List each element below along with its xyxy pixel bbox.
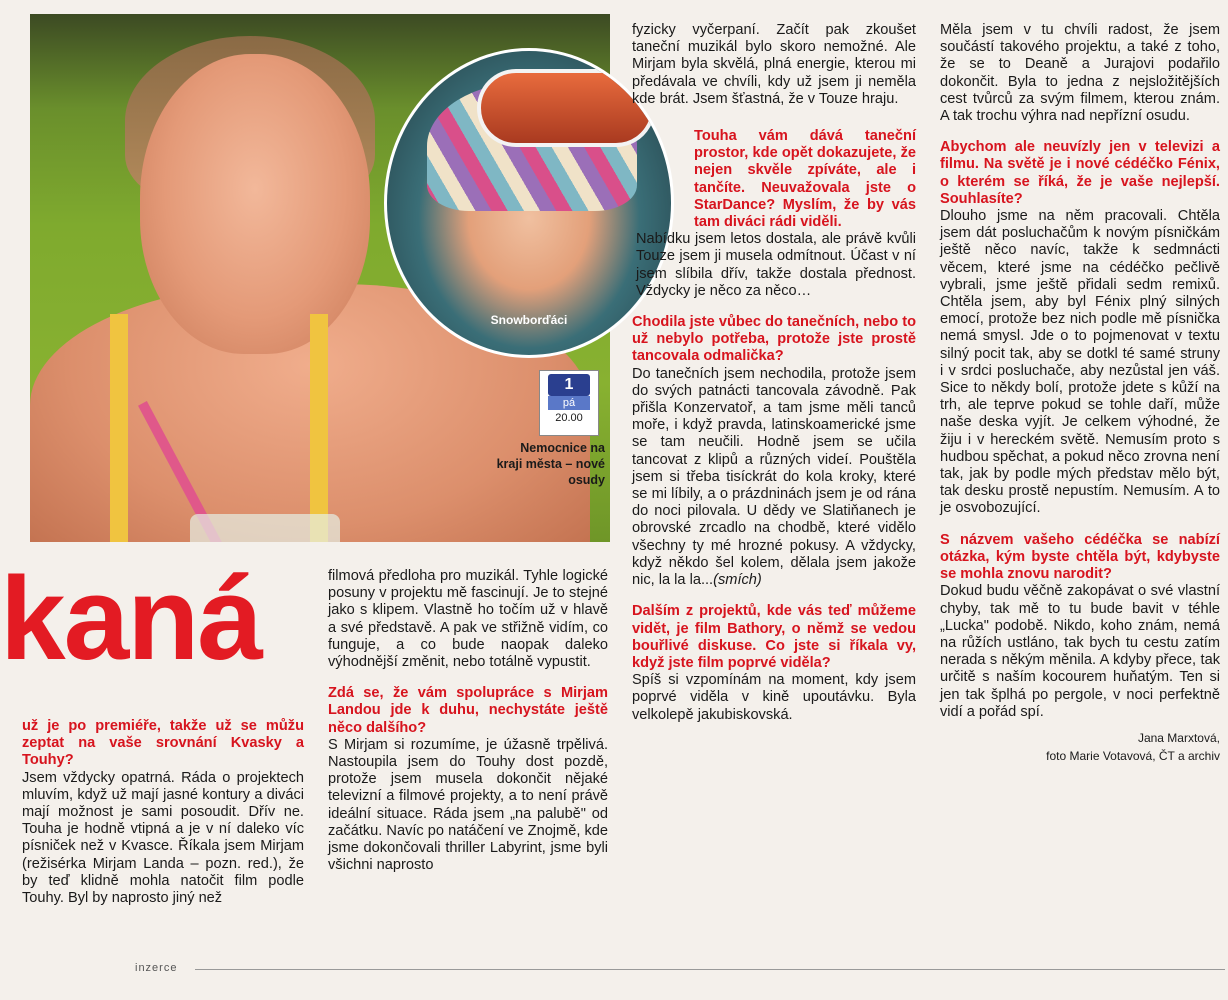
answer: Spíš si vzpomínám na moment, kdy jsem poprvé viděla v kině upoutávku. Byla velkolepě jakubiskovská.	[632, 672, 916, 723]
inset-photo-caption: Snowborďáci	[490, 313, 568, 327]
question: Dalším z projektů, kde vás teď můžeme vidět, je film Bathory, o němž se vedou bouřlivé diskuse. Co jste si říkala vy, když jste film poprvé viděla?	[632, 603, 916, 671]
question: Touha vám dává taneční prostor, kde opět dokazujete, že nejen skvěle zpíváte, ale i tančíte. Neuvažovala jste o StarDance? Myslím, že by vás tam diváci rádi viděli.	[694, 128, 916, 231]
column-2	[328, 568, 608, 874]
answer: fyzicky vyčerpaní. Začít pak zkoušet taneční muzikál bylo skoro nemožné. Ale Mirjam byla skvělá, plná energie, kterou mi předávala ve chvíli, kdy už jsem ji neměla kde brát. Jsem šťastná, že v Touze hraju.	[632, 22, 916, 107]
answer: Měla jsem v tu chvíli radost, že jsem součástí takového projektu, a také z toho, že se to Deaně a Jurajovi podařilo dokončit. Byla to jedna z nejsložitějších cest tvůrců za svým filmem, kterou znám. A tak trochu výhra nad nepřízní osudu.	[940, 22, 1220, 125]
answer: filmová předloha pro muzikál. Tyhle logické posuny v projektu mě fascinují. Je to stejné jako s klipem. Vlastně ho točím už v hlavě a své představě. A pak ve střižně vidím, co funguje, a co bude naopak daleko výhodnější změnit, nebo totálně vypustit.	[328, 568, 608, 671]
footer-rule	[195, 969, 1225, 970]
tv-channel-badge	[539, 370, 599, 436]
headline: kaná	[0, 553, 261, 685]
answer: Do tanečních jsem nechodila, protože jsem do svých patnácti tancovala závodně. Pak přišla Konzervatoř, a tam jsme měli tanců moře, i když pravda, latinskoamerické jsme se tam neučili. Hodně jsem se učila tancovat z klipů a různých videí. Pouštěla jsem si třeba tisíckrát do kola kroky, které se mi líbily, a o prázdninách jsem je od rána do noci pilovala. U dědy ve Slatiňanech je obrovské zrcadlo na chodbě, které vidělo všechny ty mé hrozné pokusy. A vždycky, když někdo šel kolem, dělala jsem jakože nic, la la la...(smích)	[632, 365, 916, 589]
question: Abychom ale neuvízly jen v televizi a filmu. Na světě je i nové cédéčko Fénix, o kterém se říká, že je vaše nejlepší. Souhlasíte?	[940, 139, 1220, 207]
question: Chodila jste vůbec do tanečních, nebo to už nebylo potřeba, protože jste prostě tancovala odmalička?	[632, 314, 916, 365]
answer: Jsem vždycky opatrná. Ráda o projektech mluvím, když už mají jasné kontury a diváci mají možnost je sami posoudit. Dřív ne. Touha je hodně vtipná a je v ní daleko víc písniček než v Kvasce. Říkala jsem Mirjam (režisérka Mirjam Landa – pozn. red.), že by teď klidně mohla natočit film podle Touhy. Byl by naprosto jiný než	[22, 769, 304, 907]
column-4	[940, 22, 1220, 765]
tv-day: pá	[548, 396, 590, 410]
answer: S Mirjam si rozumíme, je úžasně trpělivá. Nastoupila jsem do Touhy dost pozdě, protože jsem musela dokončit nějaké televizní a filmové projekty, a to není právě ideální situace. Ráda jsem „na palubě" od začátku. Navíc po natáčení ve Znojmě, kde jsme dokončovali thriller Labyrint, jsme byli všichni naprosto	[328, 736, 608, 874]
byline-photo-credit: foto Marie Votavová, ČT a archiv	[1046, 748, 1220, 763]
answer: Dlouho jsme na něm pracovali. Chtěla jsem dát posluchačům k novým písničkám ještě něco navíc, takže k sedmnácti věcem, které jsme na cédéčko pečlivě vybrali, jsme ještě přidali sedm remixů. Chtěla jsem, aby byl Fénix plný silných emocí, protože bez nich podle mě písnička nemá smysl. Jde o to pojmenovat v textu silný pocit tak, aby se dotkl té samé struny i v srdci posluchače, aby nezůstal jen váš. Sice to někdy bolí, protože jdete s kůží na trh, ale teprve pokud se tohle daří, může naše deska vyjít. Je celkem výhodné, že žiju i v hereckém světě. Nemusím proto s hudbou spěchat, a pokud něco zrovna není tak, jak by podle mých představ mělo být, tak desku prostě nepustím. Nemusím. A to je osvobozující.	[940, 208, 1220, 517]
answer: Dokud budu věčně zakopávat o své vlastní chyby, tak mě to tu bude bavit v téhle „Lucka" podobě. Nikdo, koho znám, nemá na růžích ustláno, tak bych tu cestu zatím nerada s někým měnila. A kdyby přece, tak určitě s naším kocourem huňatým. Ten si jen tak šplhá po pergole, v noci perfektně vidí a pořád spí.	[940, 583, 1220, 720]
inset-photo-circle	[384, 48, 674, 358]
question: už je po premiéře, takže už se můžu zeptat na vaše srovnání Kvasky a Touhy?	[22, 718, 304, 769]
column-1	[22, 718, 304, 907]
tv-channel-number: 1	[548, 374, 590, 396]
question: Zdá se, že vám spolupráce s Mirjam Landou jde k duhu, nechystáte ještě něco dalšího?	[328, 685, 608, 736]
byline	[940, 729, 1220, 765]
tv-time: 20.00	[555, 412, 583, 424]
byline-author: Jana Marxtová,	[1137, 730, 1220, 745]
answer: Nabídku jsem letos dostala, ale právě kvůli Touze jsem ji musela odmítnout. Účast v ní jsem slíbila dřív, takže dostala přednost. Vždycky je něco za něco…	[636, 231, 916, 299]
footer-label: inzerce	[135, 962, 178, 974]
tv-show-caption: Nemocnice na kraji města – nové osudy	[496, 441, 605, 487]
column-3	[632, 22, 916, 724]
question: S názvem vašeho cédéčka se nabízí otázka, kým byste chtěla být, kdybyste se mohla znovu narodit?	[940, 531, 1220, 583]
